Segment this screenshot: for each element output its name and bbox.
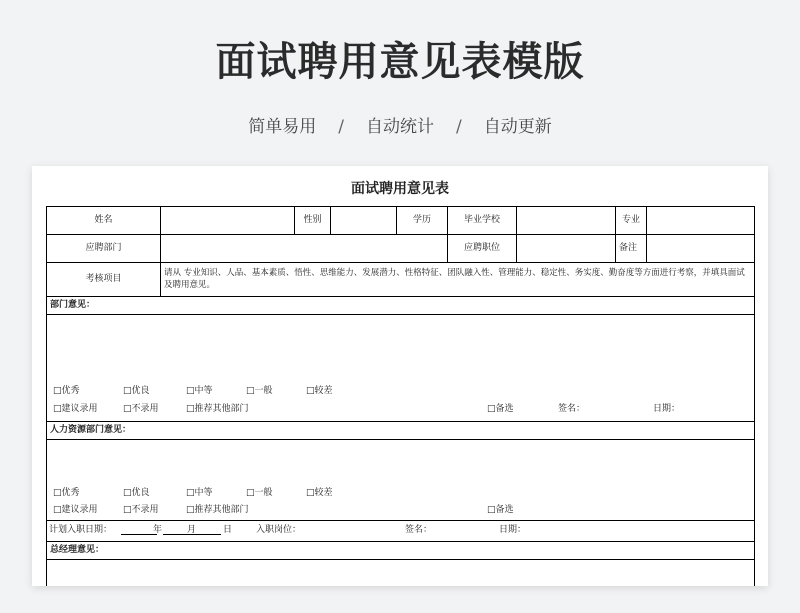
checkbox-excellent[interactable]: □优秀 <box>53 386 80 396</box>
label-day: 日 <box>223 525 233 535</box>
checkbox-recommend-other-dept[interactable]: □推荐其他部门 <box>186 505 249 515</box>
label-education: 学历 <box>397 207 448 235</box>
checkbox-recommend-hire[interactable]: □建议录用 <box>53 404 98 414</box>
label-school: 毕业学校 <box>448 207 517 235</box>
hr-opinion-block[interactable] <box>47 440 755 521</box>
separator: / <box>456 117 462 137</box>
label-month: 月 <box>187 525 197 535</box>
gm-opinion-block[interactable] <box>47 560 755 587</box>
label-signature: 签名： <box>405 525 433 535</box>
feature-stats: 自动统计 <box>366 117 434 137</box>
checkbox-reject[interactable]: □不录用 <box>123 505 159 515</box>
form-row-hr-label <box>47 422 755 440</box>
label-hr-opinion: 人力资源部门意见： <box>47 422 755 440</box>
form-row-gm-opinion <box>47 560 755 587</box>
form-row-dept-label <box>47 297 755 315</box>
form-title: 面试聘用意见表 <box>351 181 449 197</box>
entry-plan-block <box>47 521 755 542</box>
value-name[interactable] <box>161 207 295 235</box>
checkbox-poor[interactable]: □较差 <box>306 386 333 396</box>
page-title: 面试聘用意见表模版 <box>215 39 585 85</box>
checkbox-excellent[interactable]: □优秀 <box>53 488 80 498</box>
label-dept: 应聘部门 <box>47 235 161 263</box>
form-row-assessment <box>47 263 755 297</box>
label-gender: 性别 <box>295 207 331 235</box>
form-row-basic <box>47 207 755 235</box>
assessment-instructions: 请从 专业知识、人品、基本素质、悟性、思维能力、发展潜力、性格特征、团队融入性、管理能力、稳定性、务实度、勤奋度等方面进行考察，并填具面试及聘用意见。 <box>161 263 755 297</box>
value-school[interactable] <box>517 207 616 235</box>
label-gm-opinion: 总经理意见： <box>47 542 755 560</box>
label-remark: 备注 <box>616 235 647 263</box>
form-row-hr-opinion <box>47 440 755 521</box>
checkbox-poor[interactable]: □较差 <box>306 488 333 498</box>
hr-decision-options <box>53 505 748 517</box>
checkbox-backup[interactable]: □备选 <box>487 505 514 515</box>
checkbox-recommend-other-dept[interactable]: □推荐其他部门 <box>186 404 249 414</box>
checkbox-recommend-hire[interactable]: □建议录用 <box>53 505 98 515</box>
interview-form-table <box>46 206 755 586</box>
checkbox-good[interactable]: □优良 <box>123 488 150 498</box>
label-name: 姓名 <box>47 207 161 235</box>
checkbox-backup[interactable]: □备选 <box>487 404 514 414</box>
form-row-entry-plan <box>47 521 755 542</box>
value-dept[interactable] <box>161 235 448 263</box>
label-entry-post: 入职岗位： <box>256 525 302 535</box>
label-position: 应聘职位 <box>448 235 517 263</box>
label-signature: 签名： <box>558 404 586 414</box>
feature-easy: 简单易用 <box>248 117 317 137</box>
value-position[interactable] <box>517 235 616 263</box>
label-date: 日期： <box>499 525 527 535</box>
checkbox-fair[interactable]: □一般 <box>246 386 273 396</box>
form-row-apply <box>47 235 755 263</box>
hr-rating-options <box>53 488 748 500</box>
value-gender[interactable] <box>331 207 397 235</box>
label-assessment: 考核项目 <box>47 263 161 297</box>
label-year: 年 <box>153 525 163 535</box>
label-major: 专业 <box>616 207 647 235</box>
label-dept-opinion: 部门意见： <box>47 297 755 315</box>
dept-rating-options <box>53 386 748 398</box>
form-row-dept-opinion <box>47 315 755 422</box>
checkbox-average[interactable]: □中等 <box>186 386 213 396</box>
label-date: 日期： <box>653 404 681 414</box>
checkbox-reject[interactable]: □不录用 <box>123 404 159 414</box>
dept-opinion-block[interactable] <box>47 315 755 422</box>
form-sheet <box>32 166 768 586</box>
dept-decision-options <box>53 404 748 416</box>
feature-tagline <box>0 112 800 137</box>
checkbox-good[interactable]: □优良 <box>123 386 150 396</box>
feature-update: 自动更新 <box>483 117 552 137</box>
separator: / <box>338 117 344 137</box>
checkbox-fair[interactable]: □一般 <box>246 488 273 498</box>
value-major[interactable] <box>647 207 755 235</box>
form-row-gm-label <box>47 542 755 560</box>
checkbox-average[interactable]: □中等 <box>186 488 213 498</box>
value-remark[interactable] <box>647 235 755 263</box>
entry-plan-fields <box>49 525 748 537</box>
label-entry-date: 计划入职日期： <box>49 525 113 535</box>
